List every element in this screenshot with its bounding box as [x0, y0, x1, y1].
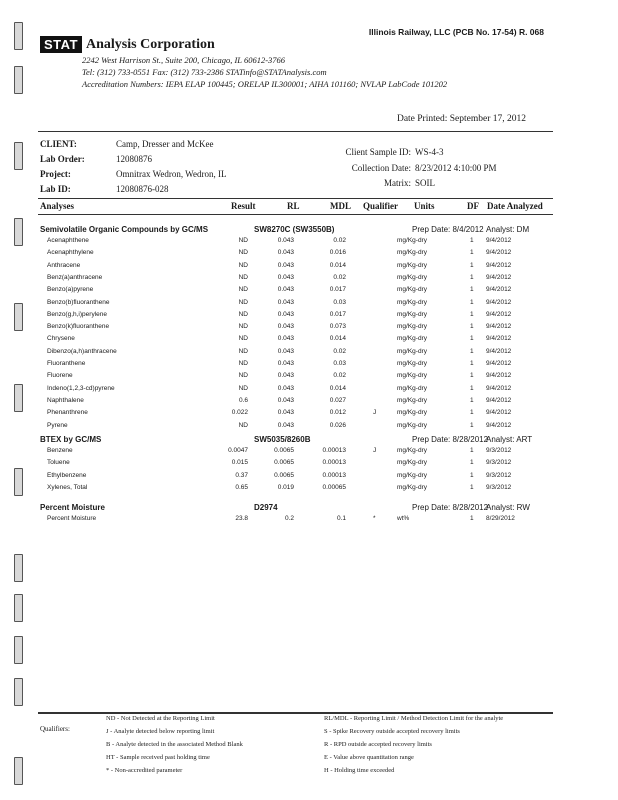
qualifier-definition: R - RPD outside accepted recovery limits [324, 741, 432, 748]
table-row [40, 286, 560, 298]
cell-name: Ethylbenzene [47, 471, 87, 479]
cell-name: Phenanthrene [47, 409, 88, 417]
cell-df: 1 [470, 360, 474, 367]
cell-rl: 0.043 [277, 298, 294, 306]
binder-hole [14, 384, 23, 412]
section-title: BTEX by GC/MS [40, 435, 102, 444]
binder-hole [14, 66, 23, 94]
cell-mdl: 0.00013 [322, 459, 346, 467]
cell-name: Benzo(b)fluoranthene [47, 298, 110, 306]
qualifier-definition: ND - Not Detected at the Reporting Limit [106, 715, 215, 722]
divider [38, 214, 553, 215]
binder-hole [14, 554, 23, 582]
qualifier-definition: H - Holding time exceeded [324, 767, 395, 774]
cell-date: 9/3/2012 [486, 447, 512, 454]
cell-name: Fluorene [47, 372, 73, 380]
col-qualifier: Qualifier [363, 201, 398, 211]
section-prep-date: Prep Date: 8/28/2012 [412, 435, 489, 444]
cell-df: 1 [470, 335, 474, 343]
cell-mdl: 0.017 [329, 310, 346, 318]
cell-date: 9/4/2012 [486, 323, 512, 331]
binder-hole [14, 218, 23, 246]
cell-rl: 0.043 [277, 286, 294, 294]
table-row [40, 397, 560, 409]
cell-rl: 0.2 [284, 515, 294, 522]
cell-date: 9/4/2012 [486, 409, 512, 417]
cell-mdl: 0.014 [329, 384, 346, 392]
cell-result: ND [238, 335, 248, 343]
cell-rl: 0.043 [277, 323, 294, 331]
cell-rl: 0.043 [277, 237, 294, 244]
qualifier-definition: B - Analyte detected in the associated Method Blank [106, 741, 243, 748]
date-printed: Date Printed: September 17, 2012 [396, 114, 526, 124]
cell-date: 9/4/2012 [486, 421, 512, 429]
cell-mdl: 0.03 [333, 298, 346, 306]
cell-result: 0.015 [231, 459, 248, 467]
cell-result: 23.8 [235, 515, 248, 522]
cell-df: 1 [470, 372, 474, 380]
cell-df: 1 [470, 483, 474, 491]
cell-df: 1 [470, 396, 474, 404]
cell-df: 1 [470, 237, 474, 244]
cell-result: 0.65 [235, 483, 248, 491]
cell-df: 1 [470, 298, 474, 306]
section-analyst: Analyst: DM [486, 225, 530, 234]
col-df: DF [467, 201, 479, 211]
divider [38, 131, 553, 132]
cell-df: 1 [470, 310, 474, 318]
cell-rl: 0.043 [277, 249, 294, 257]
cell-units: mg/Kg-dry [397, 249, 427, 257]
cell-mdl: 0.012 [329, 409, 346, 417]
cell-units: mg/Kg-dry [397, 384, 427, 392]
cell-name: Naphthalene [47, 396, 84, 404]
matrix-label: Matrix: [384, 178, 411, 188]
cell-name: Anthracene [47, 261, 81, 269]
qualifier-definition: HT - Sample received past holding time [106, 754, 210, 761]
project-label: Project: [40, 169, 71, 179]
cell-name: Xylenes, Total [47, 483, 88, 491]
cell-rl: 0.0065 [274, 459, 294, 467]
table-row [40, 459, 560, 471]
cell-date: 9/4/2012 [486, 347, 512, 355]
cell-date: 9/4/2012 [486, 249, 512, 257]
binder-hole [14, 678, 23, 706]
cell-date: 9/3/2012 [486, 471, 512, 479]
cell-df: 1 [470, 347, 474, 355]
lab-order-value: 12080876 [116, 154, 152, 164]
cell-result: ND [238, 298, 248, 306]
cell-qualifier: J [373, 447, 377, 454]
accreditation-numbers: Accreditation Numbers: IEPA ELAP 100445; ORELAP IL300001; AIHA 101160; NVLAP LabCode 101202 [82, 79, 448, 89]
table-row [40, 348, 560, 360]
cell-units: mg/Kg-dry [397, 459, 427, 467]
cell-df: 1 [470, 459, 474, 467]
cell-rl: 0.043 [277, 335, 294, 343]
cell-mdl: 0.00065 [322, 483, 346, 491]
qualifier-definition: J - Analyte detected below reporting limit [106, 728, 215, 735]
cell-date: 9/3/2012 [486, 483, 512, 491]
cell-df: 1 [470, 273, 474, 281]
cell-date: 9/4/2012 [486, 237, 512, 244]
cell-rl: 0.043 [277, 360, 294, 367]
section-method: D2974 [254, 503, 278, 512]
cell-date: 9/4/2012 [486, 396, 512, 404]
cell-units: mg/Kg-dry [397, 372, 427, 380]
cell-name: Dibenzo(a,h)anthracene [47, 347, 117, 355]
client-value: Camp, Dresser and McKee [116, 139, 214, 149]
cell-mdl: 0.014 [329, 261, 346, 269]
qualifier-definition: RL/MDL - Reporting Limit / Method Detection Limit for the analyte [324, 715, 504, 722]
cell-result: ND [238, 273, 248, 281]
table-row [40, 335, 560, 347]
cell-result: ND [238, 372, 248, 380]
table-row [40, 311, 560, 323]
table-row [40, 372, 560, 384]
cell-df: 1 [470, 515, 474, 522]
footer-divider [38, 712, 553, 714]
cell-units: mg/Kg-dry [397, 447, 427, 454]
cell-df: 1 [470, 286, 474, 294]
cell-result: ND [238, 310, 248, 318]
col-analyses: Analyses [40, 201, 75, 211]
cell-units: mg/Kg-dry [397, 483, 427, 491]
cell-mdl: 0.02 [333, 347, 346, 355]
cell-units: mg/Kg-dry [397, 471, 427, 479]
binder-holes [14, 0, 26, 800]
cell-df: 1 [470, 261, 474, 269]
cell-mdl: 0.02 [333, 273, 346, 281]
cell-mdl: 0.017 [329, 286, 346, 294]
collection-date-value: 8/23/2012 4:10:00 PM [415, 163, 497, 173]
cell-date: 8/29/2012 [486, 515, 515, 522]
cell-units: mg/Kg-dry [397, 261, 427, 269]
table-row [40, 360, 560, 372]
binder-hole [14, 303, 23, 331]
client-sample-value: WS-4-3 [415, 147, 444, 157]
section-prep-date: Prep Date: 8/4/2012 [412, 225, 484, 234]
cell-name: Pyrene [47, 421, 68, 429]
cell-name: Toluene [47, 459, 70, 467]
cell-mdl: 0.03 [333, 360, 346, 367]
cell-units: mg/Kg-dry [397, 421, 427, 429]
cell-date: 9/4/2012 [486, 273, 512, 281]
cell-df: 1 [470, 421, 474, 429]
col-units: Units [414, 201, 435, 211]
cell-result: 0.0047 [228, 447, 248, 454]
cell-name: Acenaphthene [47, 237, 89, 244]
cell-units: mg/Kg-dry [397, 323, 427, 331]
cell-name: Chrysene [47, 335, 75, 343]
table-row [40, 385, 560, 397]
cell-units: mg/Kg-dry [397, 273, 427, 281]
cell-units: mg/Kg-dry [397, 286, 427, 294]
cell-result: ND [238, 384, 248, 392]
cell-name: Percent Moisture [47, 515, 97, 522]
cell-units: mg/Kg-dry [397, 310, 427, 318]
cell-units: mg/Kg-dry [397, 335, 427, 343]
cell-mdl: 0.016 [329, 249, 346, 257]
binder-hole [14, 142, 23, 170]
cell-units: mg/Kg-dry [397, 409, 427, 417]
section-method: SW5035/8260B [254, 435, 311, 444]
cell-date: 9/3/2012 [486, 459, 512, 467]
binder-hole [14, 468, 23, 496]
section-analyst: Analyst: RW [486, 503, 530, 512]
qualifier-definition: * - Non-accredited parameter [106, 767, 183, 774]
binder-hole [14, 757, 23, 785]
qualifier-definition: E - Value above quantitation range [324, 754, 414, 761]
table-row [40, 262, 560, 274]
section-prep-date: Prep Date: 8/28/2012 [412, 503, 489, 512]
company-contact: Tel: (312) 733-0551 Fax: (312) 733-2386 STATinfo@STATAnalysis.com [82, 67, 327, 77]
company-address: 2242 West Harrison St., Suite 200, Chicago, IL 60612-3766 [82, 55, 286, 65]
cell-result: 0.37 [235, 471, 248, 479]
table-row [40, 249, 560, 261]
cell-units: mg/Kg-dry [397, 237, 427, 244]
cell-units: mg/Kg-dry [397, 298, 427, 306]
table-row [40, 409, 560, 421]
table-row [40, 274, 560, 286]
col-mdl: MDL [330, 201, 351, 211]
cell-units: mg/Kg-dry [397, 360, 427, 367]
matrix-value: SOIL [415, 178, 435, 188]
table-row [40, 472, 560, 484]
cell-units: wt% [397, 515, 410, 522]
cell-rl: 0.043 [277, 409, 294, 417]
company-name: Analysis Corporation [86, 36, 215, 52]
cell-name: Benz(a)anthracene [47, 273, 103, 281]
cell-result: ND [238, 360, 248, 367]
cell-mdl: 0.02 [333, 372, 346, 380]
project-value: Omnitrax Wedron, Wedron, IL [116, 169, 227, 179]
cell-result: 0.6 [238, 396, 248, 404]
client-label: CLIENT: [40, 139, 77, 149]
cell-date: 9/4/2012 [486, 261, 512, 269]
client-sample-label: Client Sample ID: [345, 147, 411, 157]
cell-df: 1 [470, 471, 474, 479]
cell-rl: 0.043 [277, 372, 294, 380]
cell-qualifier: J [373, 409, 377, 417]
cell-rl: 0.043 [277, 347, 294, 355]
cell-date: 9/4/2012 [486, 286, 512, 294]
table-row [40, 422, 560, 434]
cell-mdl: 0.014 [329, 335, 346, 343]
cell-result: ND [238, 323, 248, 331]
company-logo [40, 36, 215, 53]
section-method: SW8270C (SW3550B) [254, 225, 335, 234]
qualifier-definition: S - Spike Recovery outside accepted recovery limits [324, 728, 460, 735]
cell-df: 1 [470, 447, 474, 454]
cell-result: 0.022 [231, 409, 248, 417]
cell-name: Acenaphthylene [47, 249, 94, 257]
table-row [40, 323, 560, 335]
cell-rl: 0.043 [277, 273, 294, 281]
binder-hole [14, 636, 23, 664]
cell-units: mg/Kg-dry [397, 396, 427, 404]
cell-name: Benzene [47, 447, 73, 454]
table-row [40, 515, 560, 527]
cell-date: 9/4/2012 [486, 335, 512, 343]
cell-result: ND [238, 286, 248, 294]
cell-rl: 0.043 [277, 421, 294, 429]
cell-name: Benzo(g,h,i)perylene [47, 310, 107, 318]
cell-rl: 0.0065 [274, 471, 294, 479]
cell-name: Fluoranthene [47, 360, 86, 367]
cell-date: 9/4/2012 [486, 310, 512, 318]
table-row [40, 484, 560, 496]
cell-date: 9/4/2012 [486, 298, 512, 306]
section-analyst: Analyst: ART [486, 435, 533, 444]
col-date-analyzed: Date Analyzed [487, 201, 543, 211]
cell-mdl: 0.00013 [322, 447, 346, 454]
lab-id-label: Lab ID: [40, 184, 71, 194]
cell-result: ND [238, 347, 248, 355]
cell-name: Indeno(1,2,3-cd)pyrene [47, 384, 115, 392]
col-result: Result [231, 201, 256, 211]
col-rl: RL [287, 201, 300, 211]
lab-order-label: Lab Order: [40, 154, 85, 164]
cell-mdl: 0.00013 [322, 471, 346, 479]
binder-hole [14, 594, 23, 622]
cell-qualifier: * [373, 515, 376, 522]
cell-mdl: 0.026 [329, 421, 346, 429]
cell-name: Benzo(k)fluoranthene [47, 323, 110, 331]
cell-rl: 0.043 [277, 261, 294, 269]
cell-rl: 0.043 [277, 396, 294, 404]
cell-result: ND [238, 249, 248, 257]
cell-mdl: 0.027 [329, 396, 346, 404]
collection-date-label: Collection Date: [351, 163, 411, 173]
cell-df: 1 [470, 409, 474, 417]
cell-df: 1 [470, 384, 474, 392]
binder-hole [14, 22, 23, 50]
lab-id-value: 12080876-028 [116, 184, 169, 194]
cell-rl: 0.0065 [274, 447, 294, 454]
section-title: Semivolatile Organic Compounds by GC/MS [40, 225, 209, 234]
cell-date: 9/4/2012 [486, 372, 512, 380]
document-reference: Illinois Railway, LLC (PCB No. 17-54) R. 068 [368, 27, 544, 37]
table-row [40, 299, 560, 311]
cell-df: 1 [470, 323, 474, 331]
table-row [40, 447, 560, 459]
cell-name: Benzo(a)pyrene [47, 286, 94, 294]
cell-rl: 0.043 [277, 384, 294, 392]
cell-date: 9/4/2012 [486, 360, 512, 367]
cell-df: 1 [470, 249, 474, 257]
cell-mdl: 0.1 [336, 515, 346, 522]
logo-mark: STAT [40, 36, 82, 53]
cell-mdl: 0.073 [329, 323, 346, 331]
cell-rl: 0.019 [277, 483, 294, 491]
cell-result: ND [238, 237, 248, 244]
cell-date: 9/4/2012 [486, 384, 512, 392]
cell-rl: 0.043 [277, 310, 294, 318]
qualifiers-label: Qualifiers: [40, 725, 70, 733]
cell-mdl: 0.02 [333, 237, 346, 244]
divider [38, 198, 553, 199]
table-row [40, 237, 560, 249]
section-title: Percent Moisture [40, 503, 105, 512]
cell-result: ND [238, 261, 248, 269]
cell-result: ND [238, 421, 248, 429]
cell-units: mg/Kg-dry [397, 347, 427, 355]
